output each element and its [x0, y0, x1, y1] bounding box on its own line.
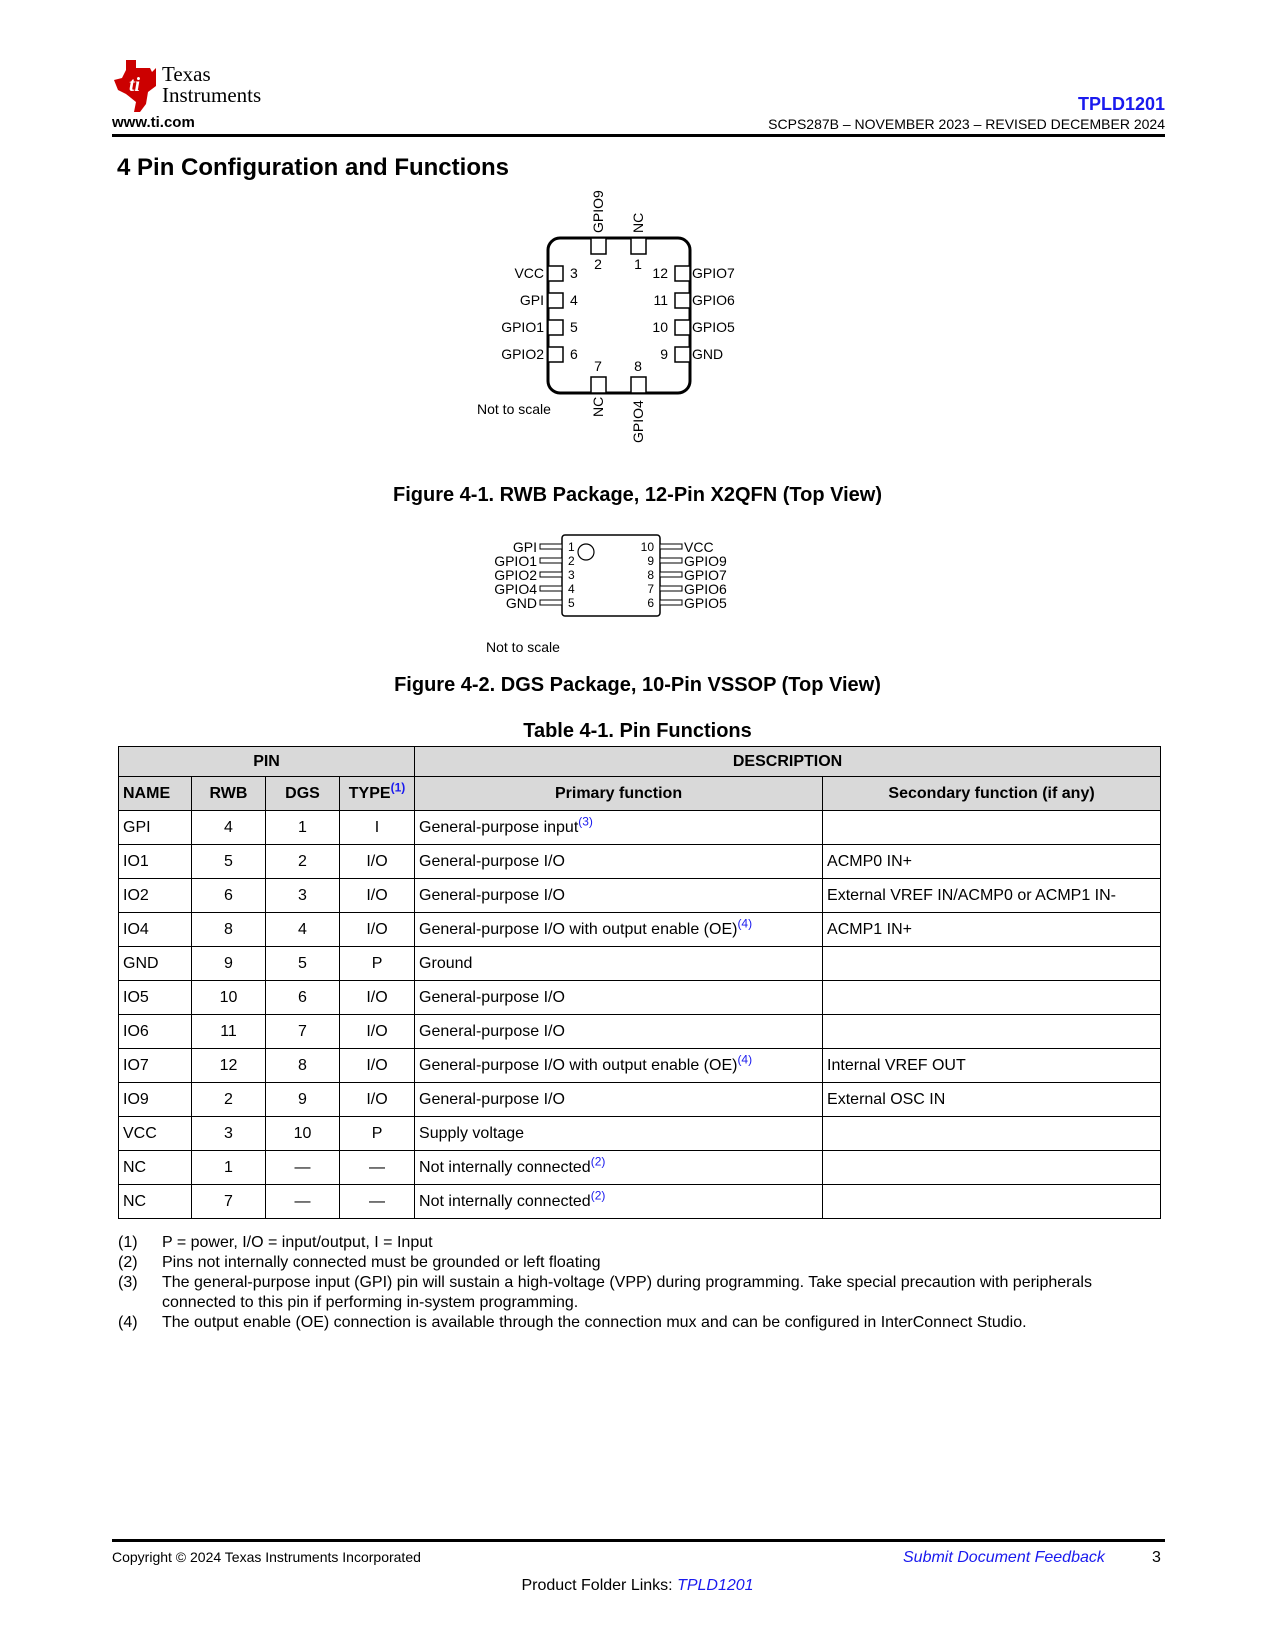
- svg-text:GPIO1: GPIO1: [501, 319, 544, 335]
- rwb-pin-10: [652, 319, 735, 335]
- svg-text:GPIO6: GPIO6: [684, 581, 727, 597]
- figure-4-1-caption: Figure 4-1. RWB Package, 12-Pin X2QFN (Top View): [392, 484, 882, 506]
- pin1-marker-icon: [578, 544, 594, 560]
- cell-secondary: [823, 1015, 1161, 1049]
- pin-functions-table: [118, 746, 1161, 1219]
- cell-name: IO1: [119, 845, 192, 879]
- svg-text:3: 3: [568, 568, 575, 582]
- footnote-ref-link[interactable]: (4): [737, 1052, 753, 1067]
- copyright-text: Copyright © 2024 Texas Instruments Incorporated: [112, 1549, 421, 1565]
- dgs-package-diagram: [486, 530, 780, 660]
- cell-name: NC: [119, 1185, 192, 1219]
- col-header-rwb: RWB: [192, 777, 266, 811]
- website-link[interactable]: www.ti.com: [112, 114, 195, 131]
- rwb-pin-5: [501, 319, 578, 335]
- table-body: [119, 811, 1161, 1219]
- footnote-number: (3): [118, 1274, 138, 1291]
- cell-primary: General-purpose I/O: [415, 879, 823, 913]
- rwb-pin-6: [501, 346, 578, 362]
- svg-text:5: 5: [570, 319, 578, 335]
- cell-dgs: 8: [266, 1049, 340, 1083]
- footnote: [118, 1233, 1168, 1253]
- dgs-not-to-scale: Not to scale: [486, 639, 560, 655]
- svg-text:GPIO7: GPIO7: [692, 265, 735, 281]
- cell-secondary: [823, 981, 1161, 1015]
- footnote-ref-link[interactable]: (4): [737, 916, 753, 931]
- svg-text:9: 9: [647, 554, 654, 568]
- cell-name: GPI: [119, 811, 192, 845]
- cell-rwb: 11: [192, 1015, 266, 1049]
- rwb-pin-12: [652, 265, 735, 281]
- col-header-type: TYPE$^{(1)}$: [340, 777, 415, 811]
- footnote-number: (4): [118, 1314, 138, 1331]
- cell-secondary: [823, 811, 1161, 845]
- svg-text:3: 3: [570, 265, 578, 281]
- svg-text:NC: NC: [630, 212, 646, 233]
- svg-text:VCC: VCC: [684, 539, 714, 555]
- cell-secondary: ACMP1 IN+: [823, 913, 1161, 947]
- svg-text:2: 2: [568, 554, 575, 568]
- figure-4-2-caption: Figure 4-2. DGS Package, 10-Pin VSSOP (Top View): [394, 674, 881, 696]
- cell-rwb: 3: [192, 1117, 266, 1151]
- svg-text:GPIO2: GPIO2: [494, 567, 537, 583]
- table-title: Table 4-1. Pin Functions: [523, 720, 752, 742]
- cell-primary: General-purpose I/O: [415, 845, 823, 879]
- cell-primary: General-purpose I/O: [415, 1083, 823, 1117]
- submit-feedback-link[interactable]: Submit Document Feedback: [903, 1549, 1105, 1566]
- cell-rwb: 6: [192, 879, 266, 913]
- cell-dgs: 1: [266, 811, 340, 845]
- table-row: [119, 811, 1161, 845]
- cell-type: —: [340, 1151, 415, 1185]
- cell-primary: Ground: [415, 947, 823, 981]
- svg-text:GPIO9: GPIO9: [590, 190, 606, 233]
- svg-text:GPIO4: GPIO4: [630, 400, 646, 443]
- svg-text:2: 2: [594, 256, 602, 272]
- cell-type: I/O: [340, 1083, 415, 1117]
- svg-text:GND: GND: [692, 346, 724, 362]
- cell-secondary: [823, 1151, 1161, 1185]
- footnote-text: The output enable (OE) connection is available through the connection mux and can be configured in InterConnect Studio.: [162, 1314, 1027, 1331]
- footnote-number: (2): [118, 1254, 138, 1271]
- table-row: [119, 981, 1161, 1015]
- svg-text:12: 12: [652, 265, 668, 281]
- table-row: [119, 1015, 1161, 1049]
- svg-text:GPIO6: GPIO6: [692, 292, 735, 308]
- svg-text:11: 11: [653, 292, 668, 308]
- svg-text:GPIO9: GPIO9: [684, 553, 727, 569]
- footnote-text: The general-purpose input (GPI) pin will sustain a high-voltage (VPP) during programming. Take special precaution with peripherals connected to this pin if performing in-system programming.: [162, 1274, 1092, 1311]
- rwb-package-diagram: [477, 190, 790, 470]
- cell-type: I/O: [340, 1049, 415, 1083]
- cell-rwb: 2: [192, 1083, 266, 1117]
- cell-dgs: 3: [266, 879, 340, 913]
- part-number-link[interactable]: TPLD1201: [1077, 94, 1165, 114]
- cell-rwb: 4: [192, 811, 266, 845]
- page-number: 3: [1152, 1549, 1161, 1566]
- cell-dgs: —: [266, 1151, 340, 1185]
- cell-secondary: ACMP0 IN+: [823, 845, 1161, 879]
- footnote-ref-link[interactable]: (1): [390, 780, 406, 795]
- svg-text:10: 10: [640, 540, 654, 554]
- rwb-pin-11: [653, 292, 735, 308]
- cell-secondary: [823, 947, 1161, 981]
- table-row: [119, 1185, 1161, 1219]
- cell-primary: General-purpose I/O: [415, 1015, 823, 1049]
- footnote: [118, 1313, 1168, 1333]
- footnote-ref-link[interactable]: (2): [590, 1188, 606, 1203]
- product-folder-link[interactable]: TPLD1201: [677, 1577, 754, 1594]
- cell-type: I: [340, 811, 415, 845]
- cell-rwb: 10: [192, 981, 266, 1015]
- cell-name: IO5: [119, 981, 192, 1015]
- col-header-secondary: Secondary function (if any): [823, 777, 1161, 811]
- cell-name: VCC: [119, 1117, 192, 1151]
- svg-text:4: 4: [570, 292, 578, 308]
- cell-name: GND: [119, 947, 192, 981]
- col-header-name: NAME: [119, 777, 192, 811]
- footnote-number: (1): [118, 1234, 138, 1251]
- rwb-pin-3: [514, 265, 578, 281]
- cell-dgs: 10: [266, 1117, 340, 1151]
- cell-secondary: [823, 1117, 1161, 1151]
- cell-type: I/O: [340, 981, 415, 1015]
- rwb-pin-1: [630, 213, 646, 272]
- table-row: [119, 913, 1161, 947]
- svg-text:GND: GND: [505, 595, 537, 611]
- ti-logo: [112, 58, 322, 114]
- cell-secondary: External VREF IN/ACMP0 or ACMP1 IN-: [823, 879, 1161, 913]
- table-row: [119, 879, 1161, 913]
- group-header-description: DESCRIPTION: [415, 747, 1161, 777]
- table-row: [119, 845, 1161, 879]
- col-header-dgs: DGS: [266, 777, 340, 811]
- svg-text:GPIO2: GPIO2: [501, 346, 544, 362]
- svg-text:10: 10: [652, 319, 668, 335]
- svg-text:GPIO7: GPIO7: [684, 567, 727, 583]
- table-row: [119, 1083, 1161, 1117]
- table-row: [119, 947, 1161, 981]
- cell-rwb: 7: [192, 1185, 266, 1219]
- svg-text:9: 9: [660, 346, 668, 362]
- cell-primary: Not internally connected$^{(2)}$: [415, 1185, 823, 1219]
- cell-name: IO4: [119, 913, 192, 947]
- cell-dgs: 4: [266, 913, 340, 947]
- rwb-pin-8: [630, 358, 646, 443]
- rwb-not-to-scale: Not to scale: [477, 401, 551, 417]
- cell-name: IO6: [119, 1015, 192, 1049]
- svg-text:6: 6: [647, 596, 654, 610]
- cell-type: I/O: [340, 879, 415, 913]
- col-header-primary: Primary function: [415, 777, 823, 811]
- table-row: [119, 1049, 1161, 1083]
- rwb-pin-4: [520, 292, 578, 308]
- svg-text:5: 5: [568, 596, 575, 610]
- cell-primary: General-purpose I/O with output enable (OE)$^{(4)}$: [415, 913, 823, 947]
- rwb-pin-2: [590, 190, 606, 272]
- cell-type: P: [340, 947, 415, 981]
- svg-text:7: 7: [594, 358, 602, 374]
- svg-text:6: 6: [570, 346, 578, 362]
- cell-rwb: 5: [192, 845, 266, 879]
- cell-dgs: 5: [266, 947, 340, 981]
- section-title: 4 Pin Configuration and Functions: [117, 154, 509, 181]
- table-row: [119, 1117, 1161, 1151]
- cell-secondary: [823, 1185, 1161, 1219]
- svg-text:1: 1: [634, 256, 642, 272]
- cell-dgs: 6: [266, 981, 340, 1015]
- svg-text:GPI: GPI: [519, 292, 544, 308]
- svg-text:GPI: GPI: [512, 539, 537, 555]
- cell-dgs: 9: [266, 1083, 340, 1117]
- document-id: SCPS287B – NOVEMBER 2023 – REVISED DECEMBER 2024: [768, 116, 1165, 132]
- cell-primary: General-purpose I/O with output enable (OE)$^{(4)}$: [415, 1049, 823, 1083]
- logo-line2: Instruments: [162, 83, 262, 107]
- svg-text:GPIO1: GPIO1: [494, 553, 537, 569]
- rwb-package-body: [548, 238, 690, 393]
- svg-text:7: 7: [647, 582, 654, 596]
- cell-rwb: 8: [192, 913, 266, 947]
- cell-type: P: [340, 1117, 415, 1151]
- cell-primary: General-purpose I/O: [415, 981, 823, 1015]
- svg-text:4: 4: [568, 582, 575, 596]
- cell-type: I/O: [340, 845, 415, 879]
- table-row: [119, 1151, 1161, 1185]
- cell-primary: Not internally connected$^{(2)}$: [415, 1151, 823, 1185]
- footnote-text: P = power, I/O = input/output, I = Input: [162, 1234, 433, 1251]
- cell-name: NC: [119, 1151, 192, 1185]
- svg-text:GPIO5: GPIO5: [692, 319, 735, 335]
- rwb-pin-7: [590, 358, 606, 417]
- cell-rwb: 12: [192, 1049, 266, 1083]
- cell-name: IO2: [119, 879, 192, 913]
- product-links-label: Product Folder Links:: [521, 1577, 678, 1594]
- cell-dgs: —: [266, 1185, 340, 1219]
- cell-name: IO9: [119, 1083, 192, 1117]
- svg-text:8: 8: [647, 568, 654, 582]
- footnote-ref-link[interactable]: (3): [578, 814, 593, 829]
- cell-rwb: 1: [192, 1151, 266, 1185]
- cell-secondary: Internal VREF OUT: [823, 1049, 1161, 1083]
- product-folder-links: [0, 1577, 1275, 1595]
- cell-primary: General-purpose input$^{(3)}$: [415, 811, 823, 845]
- ti-bug-icon: [114, 60, 156, 112]
- svg-text:GPIO5: GPIO5: [684, 595, 727, 611]
- cell-dgs: 7: [266, 1015, 340, 1049]
- footnote-ref-link[interactable]: (2): [590, 1154, 606, 1169]
- footnote: [118, 1273, 1168, 1313]
- cell-primary: Supply voltage: [415, 1117, 823, 1151]
- dgs-pin-5: [506, 595, 575, 611]
- svg-text:VCC: VCC: [514, 265, 544, 281]
- footer-divider: [112, 1539, 1165, 1542]
- svg-text:1: 1: [568, 540, 575, 554]
- cell-dgs: 2: [266, 845, 340, 879]
- logo-line1: Texas: [162, 62, 211, 86]
- rwb-pin-9: [660, 346, 723, 362]
- cell-type: —: [340, 1185, 415, 1219]
- svg-text:GPIO4: GPIO4: [494, 581, 537, 597]
- svg-text:ti: ti: [129, 74, 141, 96]
- svg-text:NC: NC: [590, 396, 606, 417]
- cell-secondary: External OSC IN: [823, 1083, 1161, 1117]
- cell-type: I/O: [340, 1015, 415, 1049]
- footnotes: [118, 1233, 1168, 1333]
- cell-rwb: 9: [192, 947, 266, 981]
- cell-name: IO7: [119, 1049, 192, 1083]
- cell-type: I/O: [340, 913, 415, 947]
- header-divider: [112, 134, 1165, 137]
- footnote-text: Pins not internally connected must be grounded or left floating: [162, 1254, 601, 1271]
- footnote: [118, 1253, 1168, 1273]
- group-header-pin: PIN: [119, 747, 415, 777]
- svg-text:8: 8: [634, 358, 642, 374]
